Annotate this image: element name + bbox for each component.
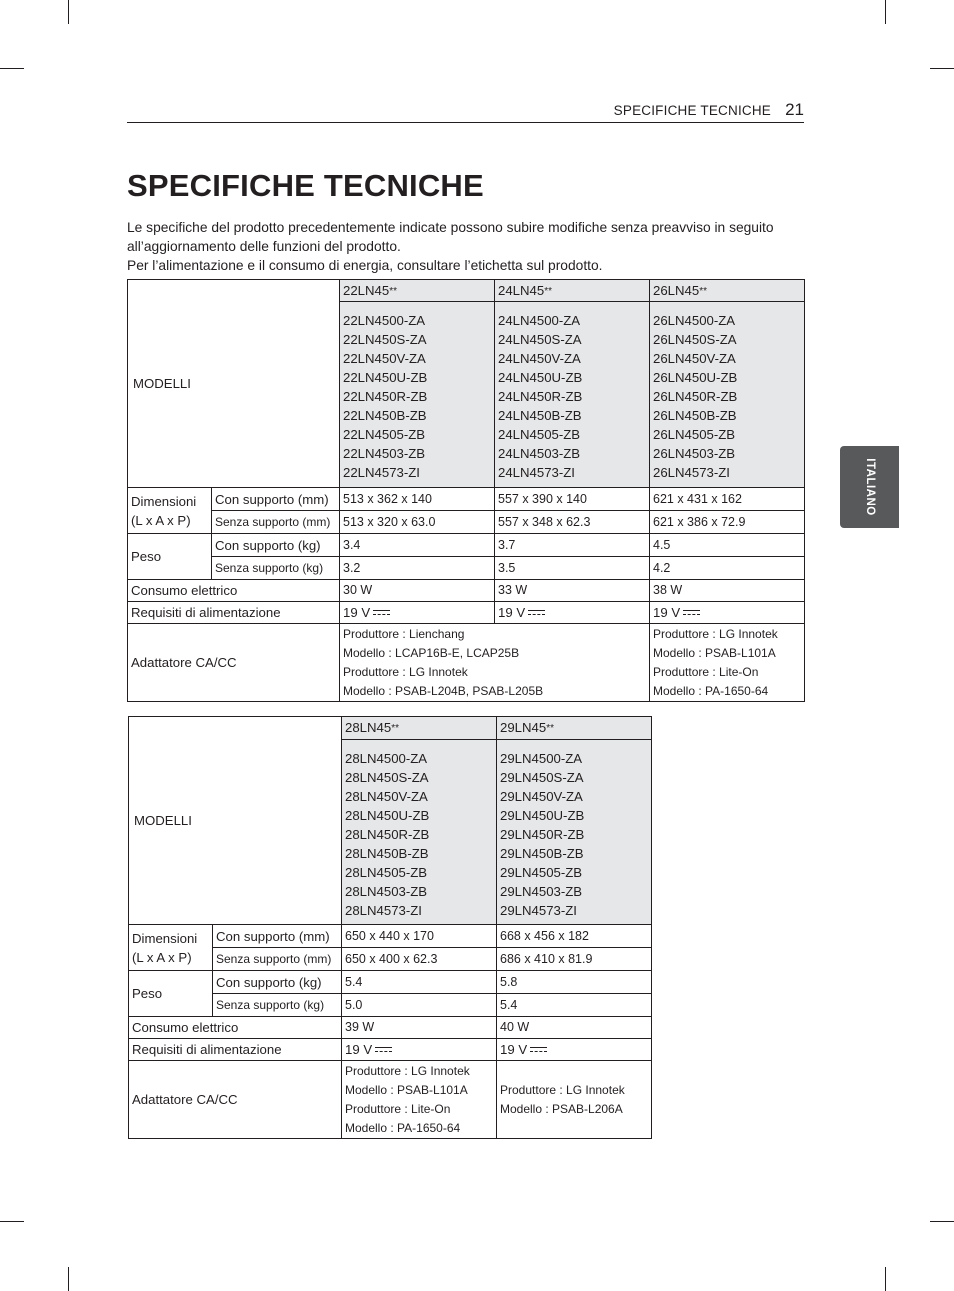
adapter-label: Adattatore CA/CC: [128, 624, 340, 702]
model-code: 26LN4500-ZA: [653, 313, 736, 328]
with-stand-mm-label: Con supporto (mm): [212, 488, 340, 511]
model-code: 28LN450B-ZB: [345, 846, 429, 861]
power-requirements-label: Requisiti di alimentazione: [128, 602, 340, 624]
model-code: 28LN4573-ZI: [345, 903, 422, 918]
header-section-title: SPECIFICHE TECNICHE: [613, 103, 771, 118]
dimension-value: 557 x 390 x 140: [495, 488, 650, 511]
language-tab-label: ITALIANO: [863, 458, 876, 516]
crop-mark: [930, 68, 954, 69]
model-code: 22LN4573-ZI: [343, 465, 420, 480]
model-code: 24LN4505-ZB: [498, 427, 581, 442]
model-code: 29LN4573-ZI: [500, 903, 577, 918]
model-code: 29LN4503-ZB: [500, 884, 583, 899]
model-code: 22LN450S-ZA: [343, 332, 427, 347]
spec-table-2: [128, 716, 652, 1139]
dimension-value: 513 x 320 x 63.0: [340, 511, 495, 534]
power-value: 33 W: [495, 580, 650, 602]
model-code: 26LN450R-ZB: [653, 389, 738, 404]
model-code: 29LN450B-ZB: [500, 846, 584, 861]
intro-paragraph: Le specifiche del prodotto precedentemente indicate possono subire modifiche senza preavviso in seguito all’aggiornamento delle funzioni del prodotto.: [127, 220, 774, 254]
model-code: 28LN4505-ZB: [345, 865, 428, 880]
voltage-value: 19 V: [497, 1039, 652, 1061]
model-code: 24LN450B-ZB: [498, 408, 582, 423]
adapter-value: Produttore : LG Innotek Modello : PSAB-L206A: [497, 1061, 652, 1139]
model-list-cell: [650, 302, 805, 488]
model-code: 29LN4500-ZA: [500, 751, 583, 766]
model-code: 26LN450B-ZB: [653, 408, 737, 423]
power-consumption-label: Consumo elettrico: [129, 1017, 342, 1039]
model-code: 28LN450S-ZA: [345, 770, 429, 785]
model-code: 24LN4500-ZA: [498, 313, 581, 328]
spec-table-1: [127, 279, 805, 702]
series-header: 29LN45**: [497, 717, 652, 740]
model-code: 24LN4573-ZI: [498, 465, 575, 480]
dimension-value: 650 x 440 x 170: [342, 925, 497, 948]
dc-symbol-icon: [528, 610, 545, 615]
model-list-cell: [340, 302, 495, 488]
model-code: 22LN450V-ZA: [343, 351, 426, 366]
model-code: 29LN4505-ZB: [500, 865, 583, 880]
model-code: 28LN450R-ZB: [345, 827, 430, 842]
power-value: 40 W: [497, 1017, 652, 1039]
crop-mark: [0, 68, 24, 69]
weight-value: 5.0: [342, 994, 497, 1017]
model-code: 22LN4503-ZB: [343, 446, 426, 461]
intro-text: [127, 218, 817, 275]
dc-symbol-icon: [683, 610, 700, 615]
series-header: 24LN45**: [495, 280, 650, 302]
model-code: 26LN450V-ZA: [653, 351, 736, 366]
weight-value: 5.4: [342, 971, 497, 994]
adapter-value: Produttore : Lienchang Modello : LCAP16B-E, LCAP25B Produttore : LG Innotek Modello : PSAB-L204B, PSAB-L205B: [340, 624, 650, 702]
dc-symbol-icon: [373, 610, 390, 615]
model-code: 29LN450S-ZA: [500, 770, 584, 785]
crop-mark: [0, 1221, 24, 1222]
model-code: 24LN450R-ZB: [498, 389, 583, 404]
model-code: 29LN450U-ZB: [500, 808, 585, 823]
with-stand-kg-label: Con supporto (kg): [212, 534, 340, 557]
adapter-value: Produttore : LG Innotek Modello : PSAB-L101A Produttore : Lite-On Modello : PA-1650-64: [342, 1061, 497, 1139]
without-stand-mm-label: Senza supporto (mm): [213, 948, 342, 971]
weight-value: 4.2: [650, 557, 805, 580]
weight-label: Peso: [129, 971, 213, 1017]
without-stand-kg-label: Senza supporto (kg): [213, 994, 342, 1017]
models-label: MODELLI: [128, 280, 340, 488]
power-value: 38 W: [650, 580, 805, 602]
weight-value: 3.7: [495, 534, 650, 557]
model-code: 26LN450U-ZB: [653, 370, 738, 385]
model-code: 28LN450U-ZB: [345, 808, 430, 823]
with-stand-mm-label: Con supporto (mm): [213, 925, 342, 948]
page-number: 21: [785, 100, 804, 119]
model-code: 26LN450S-ZA: [653, 332, 737, 347]
dimensions-label: Dimensioni (L x A x P): [128, 488, 212, 534]
weight-value: 4.5: [650, 534, 805, 557]
page-title: SPECIFICHE TECNICHE: [127, 168, 484, 203]
crop-mark: [68, 0, 69, 24]
crop-mark: [930, 1221, 954, 1222]
model-code: 26LN4573-ZI: [653, 465, 730, 480]
voltage-value: 19 V: [342, 1039, 497, 1061]
weight-value: 3.5: [495, 557, 650, 580]
dimension-value: 557 x 348 x 62.3: [495, 511, 650, 534]
dc-symbol-icon: [375, 1047, 392, 1052]
models-label: MODELLI: [129, 717, 342, 925]
dimension-value: 621 x 431 x 162: [650, 488, 805, 511]
without-stand-kg-label: Senza supporto (kg): [212, 557, 340, 580]
without-stand-mm-label: Senza supporto (mm): [212, 511, 340, 534]
voltage-value: 19 V: [340, 602, 495, 624]
crop-mark: [885, 0, 886, 24]
model-code: 24LN450S-ZA: [498, 332, 582, 347]
dimension-value: 621 x 386 x 72.9: [650, 511, 805, 534]
series-header: 26LN45**: [650, 280, 805, 302]
voltage-value: 19 V: [650, 602, 805, 624]
model-code: 24LN4503-ZB: [498, 446, 581, 461]
adapter-value: Produttore : LG Innotek Modello : PSAB-L101A Produttore : Lite-On Modello : PA-1650-64: [650, 624, 805, 702]
weight-value: 5.4: [497, 994, 652, 1017]
model-code: 24LN450U-ZB: [498, 370, 583, 385]
model-code: 28LN4503-ZB: [345, 884, 428, 899]
series-header: 28LN45**: [342, 717, 497, 740]
adapter-label: Adattatore CA/CC: [129, 1061, 342, 1139]
model-code: 22LN450U-ZB: [343, 370, 428, 385]
model-code: 22LN450B-ZB: [343, 408, 427, 423]
intro-paragraph: Per l’alimentazione e il consumo di energia, consultare l’etichetta sul prodotto.: [127, 258, 603, 273]
with-stand-kg-label: Con supporto (kg): [213, 971, 342, 994]
voltage-value: 19 V: [495, 602, 650, 624]
power-value: 39 W: [342, 1017, 497, 1039]
crop-mark: [68, 1267, 69, 1291]
language-tab: [840, 446, 899, 528]
series-header: 22LN45**: [340, 280, 495, 302]
dc-symbol-icon: [530, 1047, 547, 1052]
model-code: 26LN4505-ZB: [653, 427, 736, 442]
model-code: 28LN450V-ZA: [345, 789, 428, 804]
model-list-cell: [342, 740, 497, 925]
dimension-value: 668 x 456 x 182: [497, 925, 652, 948]
model-code: 29LN450R-ZB: [500, 827, 585, 842]
model-code: 22LN4500-ZA: [343, 313, 426, 328]
dimensions-label: Dimensioni (L x A x P): [129, 925, 213, 971]
dimension-value: 650 x 400 x 62.3: [342, 948, 497, 971]
dimension-value: 513 x 362 x 140: [340, 488, 495, 511]
model-code: 22LN450R-ZB: [343, 389, 428, 404]
model-list-cell: [495, 302, 650, 488]
weight-value: 3.2: [340, 557, 495, 580]
running-header: [127, 100, 804, 123]
model-code: 24LN450V-ZA: [498, 351, 581, 366]
crop-mark: [885, 1267, 886, 1291]
model-code: 22LN4505-ZB: [343, 427, 426, 442]
dimension-value: 686 x 410 x 81.9: [497, 948, 652, 971]
power-consumption-label: Consumo elettrico: [128, 580, 340, 602]
model-code: 26LN4503-ZB: [653, 446, 736, 461]
power-value: 30 W: [340, 580, 495, 602]
model-code: 28LN4500-ZA: [345, 751, 428, 766]
weight-label: Peso: [128, 534, 212, 580]
power-requirements-label: Requisiti di alimentazione: [129, 1039, 342, 1061]
weight-value: 3.4: [340, 534, 495, 557]
model-list-cell: [497, 740, 652, 925]
model-code: 29LN450V-ZA: [500, 789, 583, 804]
weight-value: 5.8: [497, 971, 652, 994]
